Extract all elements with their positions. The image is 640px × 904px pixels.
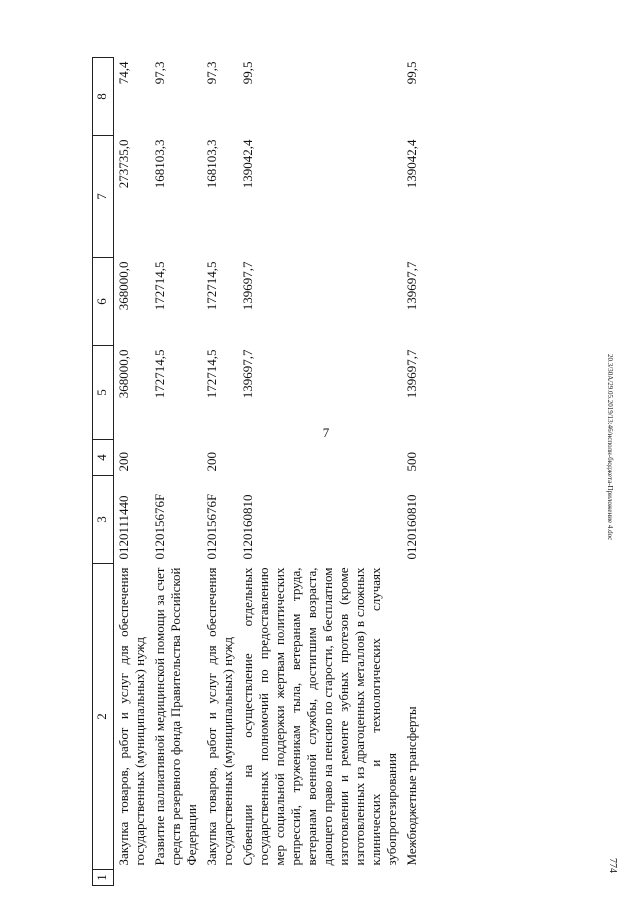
row-col7: 168103,3 [204,139,219,189]
row-vr: 200 [116,452,131,472]
row-name: Закупка товаров, работ и услуг для обеспечения государственных (муниципальных) нужд [204,567,235,866]
row-col5: 368000,0 [116,349,131,399]
row-code: 012015676F [152,493,167,560]
row-col6: 172714,5 [152,261,167,311]
row-col6: 139697,7 [404,261,419,311]
row-col8: 99,5 [240,61,255,85]
table-row [150,58,202,886]
row-col7: 273735,0 [116,139,131,189]
row-vr [150,440,202,476]
table-row [114,58,151,886]
corner-page-number: 774 [607,858,618,873]
header-cell: 3 [93,476,114,564]
table-row [202,58,238,886]
row-col5: 139697,7 [404,349,419,399]
row-vr [238,440,402,476]
row-col8: 97,3 [204,61,219,85]
header-cell: 2 [93,564,114,870]
row-col6: 139697,7 [240,261,255,311]
row-col8: 74,4 [116,61,131,85]
row-col5: 172714,5 [152,349,167,399]
row-col6: 368000,0 [116,261,131,311]
row-col5: 172714,5 [204,349,219,399]
row-name: Межбюджетные трансферты [404,706,419,866]
row-col7: 139042,4 [240,139,255,189]
row-col8: 99,5 [404,61,419,85]
row-code: 0120160810 [404,494,419,560]
header-cell: 5 [93,346,114,440]
table-row [238,58,402,886]
header-cell: 6 [93,258,114,346]
header-cell: 7 [93,136,114,258]
budget-table-container [92,58,582,886]
row-code: 0120111440 [116,495,131,560]
row-code: 012015676F [204,493,219,560]
budget-table [92,57,422,886]
row-col7: 139042,4 [404,139,419,189]
row-vr: 500 [404,452,419,472]
row-name: Развитие паллиативной медицинской помощи за счет средств резервного фонда Правительства Российской Федерации [152,567,199,866]
row-col5: 139697,7 [240,349,255,399]
header-cell: 8 [93,58,114,136]
header-cell: 4 [93,440,114,476]
page-number: 7 [322,425,330,440]
file-path-note: 20.3/30А/29.05.2019/13:46/исполн-бюджета-Приложение 4.doc [606,353,614,540]
row-col7: 168103,3 [152,139,167,189]
table-header-row [93,58,114,886]
row-col8: 97,3 [152,61,167,85]
row-col6: 172714,5 [204,261,219,311]
table-row [402,58,422,886]
row-name: Закупка товаров, работ и услуг для обеспечения государственных (муниципальных) нужд [116,567,147,866]
row-code: 0120160810 [240,494,255,560]
header-cell: 1 [93,870,114,886]
row-name: Субвенции на осуществление отдельных государственных полномочий по предоставлению мер социальной поддержки жертвам политических репрессий, труженикам тыла, ветеранам труда, ветеранам военной службы, достигшим возраста, дающего право на пенсию по старости, в бесплатном изготовлении и ремонте зубных протезов (кроме изготовленных из драгоценных металлов) в сложных клинических и технологических случаях зубопротезирования [240,567,399,866]
row-vr: 200 [204,452,219,472]
